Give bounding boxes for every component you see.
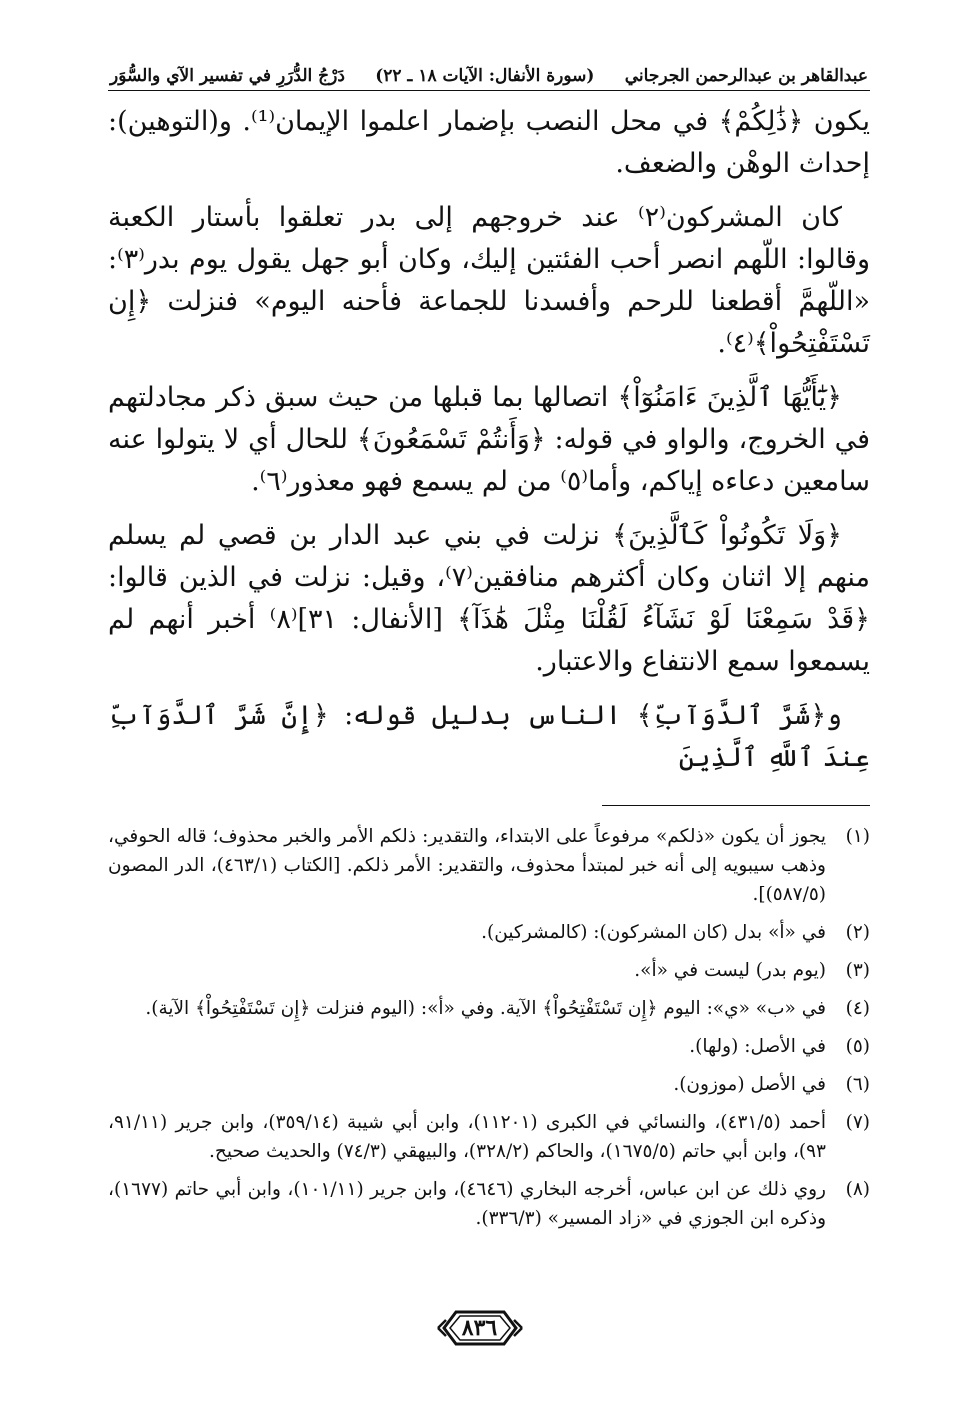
main-text <box>108 101 870 779</box>
footnote-number: (٣) <box>845 960 870 981</box>
paragraph-5: و﴿شَرَّ ٱلدَّوَآبِّ﴾ الناس بدليل قوله: ﴿إِنَّ شَرَّ ٱلدَّوَآبِّ عِندَ ٱللَّهِ ٱلَّذِينَ <box>108 700 870 773</box>
footnote-text: في «ب» «ي»: اليوم ﴿إِن تَسْتَفْتِحُواْ﴾ الآية. وفي «أ»: (اليوم فنزلت ﴿إِن تَسْتَفْتِحُواْ﴾ الآية). <box>145 998 826 1019</box>
page-number-ornament <box>436 1306 524 1350</box>
footnote-number: (٤) <box>845 998 870 1019</box>
footnote-number: (٦) <box>845 1074 870 1095</box>
footnote-number: (٥) <box>845 1036 870 1057</box>
footnote <box>108 994 870 1023</box>
footnote-text: أحمد (٤٣١/٥)، والنسائي في الكبرى (١١٢٠١)، وابن أبي شيبة (٣٥٩/١٤)، وابن جرير (٩١/١١، ٩٣)، وابن أبي حاتم (١٦٧٥/٥)، والحاكم (٣٢٨/٢)، والبيهقي (٧٤/٣) والحديث صحيح. <box>108 1112 826 1162</box>
footnote <box>108 1108 870 1166</box>
header-rule <box>108 90 870 91</box>
running-header <box>108 54 870 90</box>
header-author: عبدالقاهر بن عبدالرحمن الجرجاني <box>624 66 868 86</box>
footnote-number: (١) <box>845 826 870 847</box>
footnote-number: (٨) <box>845 1179 870 1200</box>
paragraph-4: ﴿وَلَا تَكُونُواْ كَٱلَّذِينَ﴾ نزلت في بني عبد الدار بن قصي لم يسلم منهم إلا اثنان وكان أكثرهم منافقين⁽٧⁾، وقيل: نزلت في الذين قالوا: ﴿قَدْ سَمِعْنَا لَوْ نَشَآءُ لَقُلْنَا مِثْلَ هَٰذَآ﴾ [الأنفال: ٣١]⁽٨⁾ أخبر أنهم لم يسمعوا سمع الانتفاع والاعتبار. <box>108 520 870 677</box>
footnote <box>108 956 870 985</box>
paragraph-3: ﴿يَٰٓأَيُّهَا ٱلَّذِينَ ءَامَنُوٓاْ﴾ اتصالها بما قبلها من حيث سبق ذكر مجادلتهم في الخروج، والواو في قوله: ﴿وَأَنتُمْ تَسْمَعُونَ﴾ للحال أي لا يتولوا عنه سامعين دعاءه إياكم، وأما⁽٥⁾ من لم يسمع فهو معذور⁽٦⁾. <box>108 382 870 497</box>
footnote-number: (٧) <box>845 1112 870 1133</box>
paragraph-2: كان المشركون⁽٢⁾ عند خروجهم إلى بدر تعلقوا بأستار الكعبة وقالوا: اللّهم انصر أحب الفئتين إليك، وكان أبو جهل يقول يوم بدر⁽٣⁾: «اللّهمَّ أقطعنا للرحم وأفسدنا للجماعة فأحنه اليوم» فنزلت ﴿إِن تَسْتَفْتِحُواْ﴾⁽٤⁾. <box>108 202 870 359</box>
footnote <box>108 1032 870 1061</box>
footnote <box>108 822 870 909</box>
header-surah: (سورة الأنفال: الآيات ١٨ ـ ٢٢) <box>375 66 595 86</box>
page-number: ٨٣٦ <box>461 1315 498 1341</box>
footnote-number: (٢) <box>845 922 870 943</box>
footnote-separator <box>602 805 870 806</box>
footnote-text: يجوز أن يكون «ذلكم» مرفوعاً على الابتداء، والتقدير: ذلكم الأمر والخبر محذوف؛ قاله الحوفي، وذهب سيبويه إلى أنه خبر لمبتدأ محذوف، والتقدير: الأمر ذلكم. [الكتاب (٤٦٣/١)، الدر المصون (٥٨٧/٥)]. <box>108 826 826 905</box>
footnote <box>108 1175 870 1233</box>
footnotes <box>108 822 870 1233</box>
footnote <box>108 1070 870 1099</box>
book-page <box>108 54 870 1354</box>
footnote-text: في الأصل (موزون). <box>673 1074 826 1095</box>
header-book-title: دَرْجُ الدُّرَرِ في تفسير الآي والسُّوَر <box>110 66 345 86</box>
paragraph-1: يكون ﴿ذَٰلِكُمْ﴾ في محل النصب بإضمار اعلموا الإيمان⁽¹⁾. و(التوهين): إحداث الوهْن والضعف. <box>108 106 871 179</box>
footnote-text: في الأصل: (ولها). <box>689 1036 826 1057</box>
footnote <box>108 918 870 947</box>
footnote-text: (يوم بدر) ليست في «أ». <box>634 960 826 981</box>
footnote-text: في «أ» بدل (كان المشركون): (كالمشركين). <box>481 922 826 943</box>
footnote-text: روي ذلك عن ابن عباس، أخرجه البخاري (٤٦٤٦)، وابن جرير (١٠١/١١)، وابن أبي حاتم (١٦٧٧)، وذكره ابن الجوزي في «زاد المسير» (٣٣٦/٣). <box>108 1179 826 1229</box>
